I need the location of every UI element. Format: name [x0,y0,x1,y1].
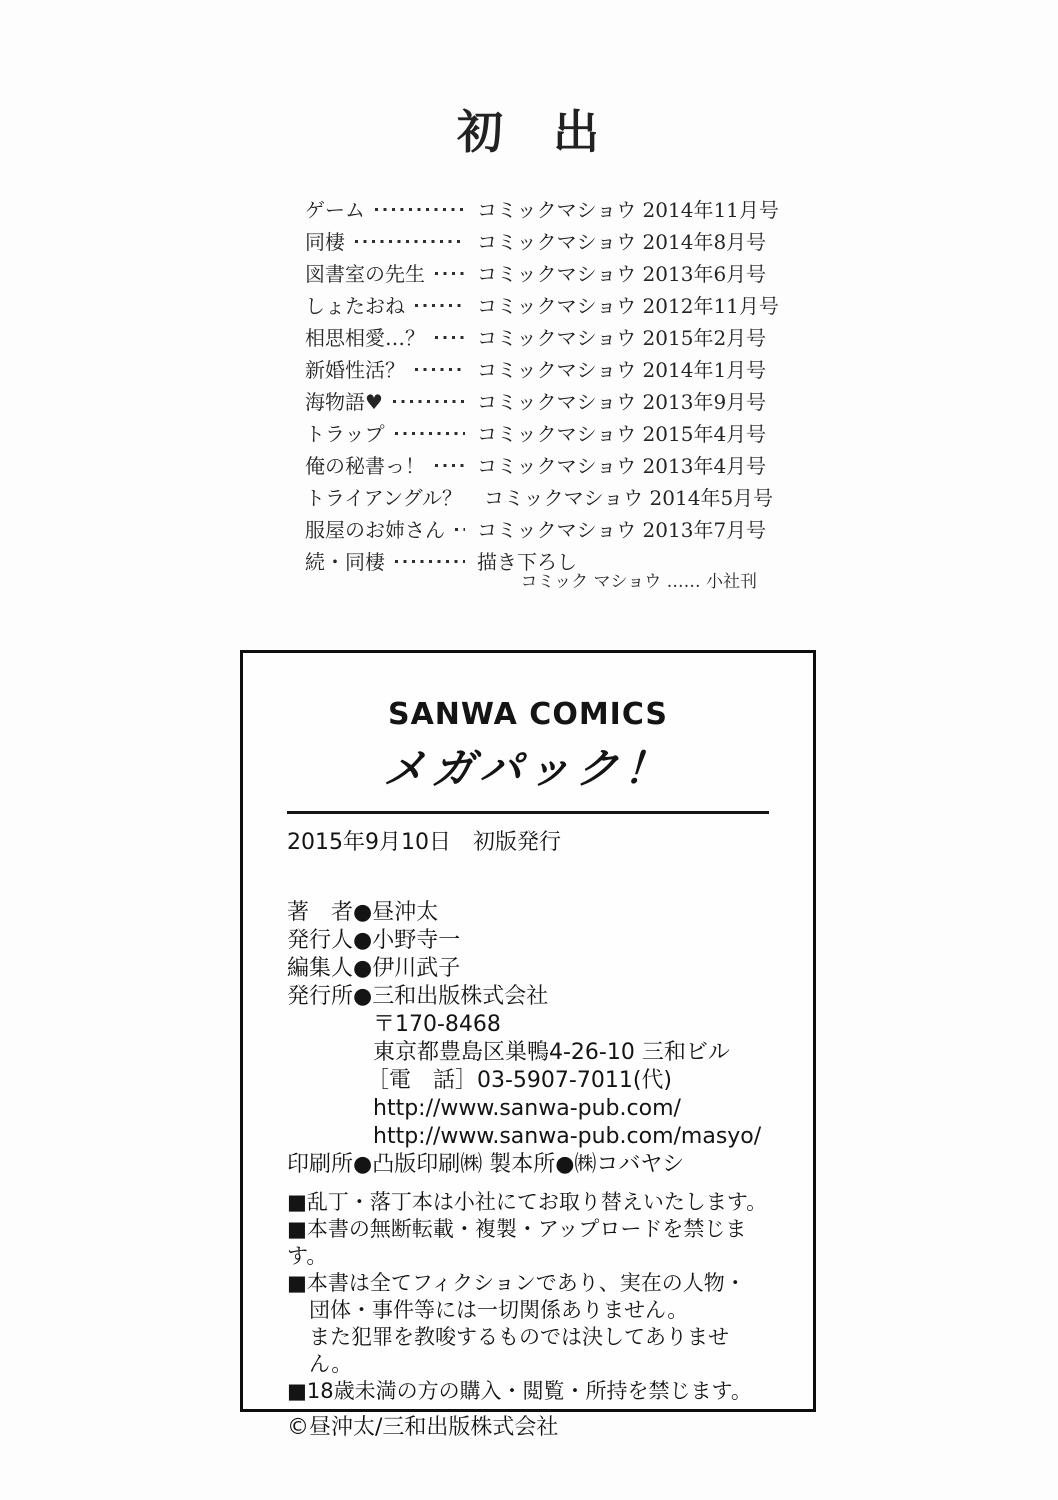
work-title: 図書室の先生 [305,261,425,286]
credit-postal-code: 〒170-8468 [373,1012,501,1037]
publication-source: コミックマショウ 2013年9月号 [477,389,767,414]
notice-fiction-2: 団体・事件等には一切関係ありません。 [309,1298,689,1322]
work-title: 服屋のお姉さん [305,517,445,542]
publication-item [305,512,767,544]
work-title: 俺の秘書っ！ [305,453,425,478]
publication-source: コミックマショウ 2015年2月号 [477,325,767,350]
publication-source: コミックマショウ 2013年4月号 [477,453,767,478]
publication-item [305,256,767,288]
dot-leader [435,336,465,339]
publication-list [305,192,779,576]
publication-source: コミックマショウ 2014年1月号 [477,357,767,382]
publication-item [305,416,767,448]
publication-source: コミックマショウ 2015年4月号 [477,421,767,446]
dot-leader [415,304,465,307]
credit-url: http://www.sanwa-pub.com/ [373,1096,681,1121]
book-title: メガパック！ [382,744,674,793]
notice-fiction-1: ■本書は全てフィクションであり、実在の人物・ [287,1271,746,1295]
credit-printer-binder: 印刷所●凸版印刷㈱ 製本所●㈱コバヤシ [287,1152,685,1177]
work-title: トライアングル？ [305,485,462,510]
series-logo: SANWA COMICS [387,697,669,732]
credit-phone: ［電 話］03-5907-7011(代) [367,1068,673,1093]
notice-returns: ■乱丁・落丁本は小社にてお取り替えいたします。 [287,1190,768,1214]
work-title: しょたおね [305,293,405,318]
dot-leader [435,272,465,275]
notice-no-reproduction: ■本書の無断転載・複製・アップロードを禁じます。 [287,1217,747,1268]
dot-leader [355,240,465,243]
first-publication-heading: 初 出 [457,105,601,159]
work-title: 続・同棲 [305,549,385,574]
edition-date: 2015年9月10日 初版発行 [287,830,561,855]
notice-fiction-3: また犯罪を教唆するものでは決してありません。 [309,1325,729,1376]
dot-leader [375,208,465,211]
dot-leader [415,368,465,371]
credits-block [287,899,769,1179]
publication-item [305,480,774,512]
dot-leader [395,432,465,435]
notices-block [287,1189,769,1405]
work-title: 海物語♥ [305,389,383,414]
publication-source: 描き下ろし [477,549,577,574]
publication-item [305,352,767,384]
work-title: トラップ [305,421,385,446]
publication-item [305,320,767,352]
dot-leader [393,400,465,403]
credit-issuer: 発行人●小野寺一 [287,928,461,953]
publication-item [305,448,767,480]
colophon-box [240,650,816,1440]
credit-editor: 編集人●伊川武子 [287,956,461,981]
work-title: ゲーム [305,197,365,222]
copyright-line: ©昼沖太/三和出版株式会社 [287,1415,559,1440]
credit-address: 東京都豊島区巣鴨4-26-10 三和ビル [373,1040,730,1065]
publisher-footnote: コミック マショウ …… 小社刊 [520,572,757,592]
work-title: 相思相愛…？ [305,325,425,350]
publication-item [305,224,767,256]
publication-source: コミックマショウ 2014年8月号 [477,229,767,254]
publication-source: コミックマショウ 2014年11月号 [477,197,779,222]
publication-item [305,192,779,224]
publication-source: コミックマショウ 2012年11月号 [477,293,779,318]
dot-leader [395,560,465,563]
publication-source: コミックマショウ 2013年6月号 [477,261,767,286]
publication-item [305,384,767,416]
work-title: 新婚性活？ [305,357,405,382]
notice-age-restriction: ■18歳未満の方の購入・閲覧・所持を禁じます。 [287,1379,752,1403]
title-divider [287,811,769,814]
credit-publisher: 発行所●三和出版株式会社 [287,984,549,1009]
publication-source: コミックマショウ 2013年7月号 [477,517,767,542]
publication-source: コミックマショウ 2014年5月号 [484,485,774,510]
publication-item [305,288,779,320]
dot-leader [455,528,465,531]
credit-author: 著 者●昼沖太 [287,900,439,925]
work-title: 同棲 [305,229,345,254]
credit-url-masyo: http://www.sanwa-pub.com/masyo/ [373,1124,762,1149]
dot-leader [435,464,465,467]
